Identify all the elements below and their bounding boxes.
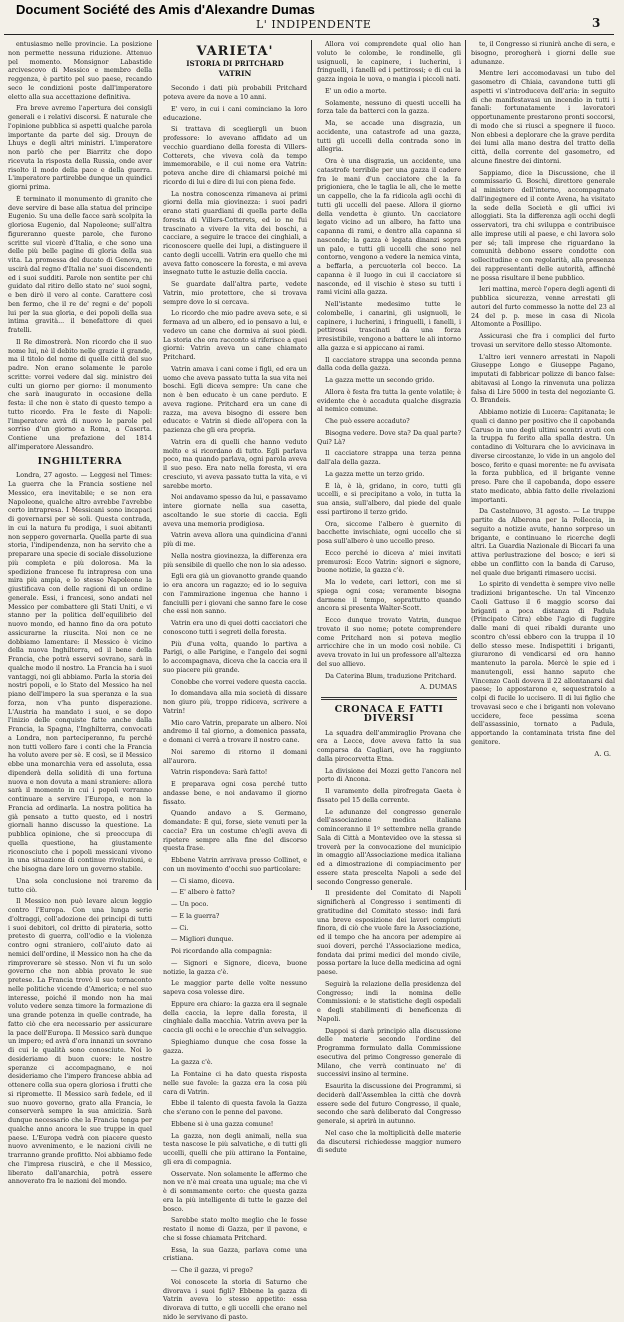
author-signature: A. G.	[594, 749, 611, 758]
col2-paragraph: Ebbene Vatrin arrivava presso Collinet, e con un movimento d'occhi suo particolare:	[163, 856, 307, 873]
section-divider	[321, 697, 457, 700]
col3-paragraph: Che può essere accaduto?	[325, 417, 410, 425]
col3-paragraph: Ma lo vedete, cari lettori, con me si spiega ogni cosa; veramente bisogna darmene il tempo, soprattutto quando ancora si presenta Walter-Scott.	[317, 578, 461, 613]
col2-paragraph: — Ci.	[171, 923, 189, 932]
col3-paragraph: Il cacciatore strappa una terza penna dall'ala della gazza.	[317, 449, 461, 466]
col3-paragraph: Ora è una disgrazia, un accidente, una catastrofe terribile per una gazza il cadere fra le mani d'un cacciatore che la fa prigioniera, che le taglia le ali, che le mette un cappello, che la fa ridicola agli occhi di tutti gli uccelli del paese. Allora il giorno della vendetta è giunto. Un cacciatore legato vicino ad un albero, ha fatto una capanna di rami, e dentro alla capanna si nasconde; la gazza è legata dinanzi sopra un palo, e tutti gli uccelli che sono nel contorno, vengono a vedere la nemica vinta, a beffarla, a percuoterla col becco. La capanna è il luogo in cui il cacciatore si nasconde, ed il vischio è steso su tutti i rami vicini alla gazza.	[317, 157, 461, 297]
col3-paragraph: La gazza mette un secondo grido.	[325, 376, 435, 384]
feuilleton-title: VARIETA'	[196, 44, 274, 59]
col2-paragraph: Vatrin era di quelli che hanno veduto molto e si ricordano di tutto. Egli parlava poco, ma quando parlava, ogni parola aveva il suo peso. Era nato nella foresta, vi era cresciuto, vi aveva passato tutta la vita, e vi sarebbe morto.	[163, 437, 307, 490]
col4-paragraph: Assicurasi che fra i complici del furto trovasi un servitore dello stesso Altomonte.	[471, 332, 615, 349]
col3-paragraph: Dappoi si darà principio alla discussione delle materie secondo l'ordine del Programma formulato dalla Commissione esecutiva del primo Congresso generale di Milano, che verrà continuato ne' di successivi insino al termine.	[317, 1026, 461, 1079]
col1-paragraph: Una sola conclusione noi traremo da tutto ciò.	[8, 876, 152, 894]
col2-paragraph: E' vero, in cui i cani cominciano la loro educazione.	[163, 104, 307, 122]
col3-paragraph: Il presidente del Comitato di Napoli significherà al Congresso i sentimenti di gratitudine del Comitato stesso: indi fará una breve esposizione dei lavori compiuti finora, di ciò che vuole fare la Associazione, ed il tempo che ha ancora per adempire ai suoi doveri, perché l'Associazione medica, fondata dai primi medici del mondo civile, possa portare la luce della medicina ad ogni paese.	[317, 889, 461, 976]
col2-paragraph: Vatrin aveva allora una quindicina d'anni più di me.	[163, 531, 307, 548]
col2-paragraph: La nostra conoscenza rimaneva ai primi giorni della mia giovinezza: i suoi padri erano stati guardiani di quella parte della foresta di Villers-Cotterets, ed io ne fui trascinato a vivere la vita dei boschi, a cacciare, a seguire le tracce dei cinghiali, a riconoscere quelle dei lupi, a distinguere il canto degli uccelli. Vatrin era quello che mi aveva fatto conoscere la foresta, e mi aveva insegnato tutte le astuzie della caccia.	[163, 189, 307, 277]
col2-paragraph: Poi ricordando alla compagnia:	[171, 947, 272, 955]
col2-paragraph: Voi conoscete la storia di Saturno che divorava i suoi figli? Ebbene la gazza di Vatrin aveva lo stesso appetito: essa divorava di tutto, e gli uccelli che erano nel nido le servivano di pasto.	[163, 1277, 307, 1321]
col3-paragraph: La squadra dell'ammiraglio Provana che era a Lecce, dove aveva fatto la sua comparsa da Cagliari, ove ha raggiunto dalla pirocorvetta Etna.	[317, 728, 461, 763]
col2-paragraph: E preparava ogni cosa perché tutto andasse bene, e noi andavamo il giorno fissato.	[163, 780, 307, 806]
col2-paragraph: Io domandava alla mia società di dissare non giuro più, troppo ridiceva, scrivere a Vatrin!	[163, 689, 307, 715]
col3-paragraph: Il cacciatore strappa una seconda penna dalla coda della gazza.	[317, 355, 461, 373]
col2-paragraph: Nella nostra giovinezza, la differenza era più sensibile di quello che non lo sia adesso.	[163, 551, 307, 569]
col2-paragraph: La gazza c'è.	[171, 1058, 213, 1067]
col3-paragraph: Ecco perché io diceva a' miei invitati premurosi: Ecco Vatrin: signori e signore, buone notizie, la gazza c'è.	[317, 548, 461, 575]
col2-paragraph: Quando andavo a S. Germano, domandate: È qui, forse, siete venuti per la caccia? Era un costume ch'egli aveva di ripetere sempre alla fine del discorso questa frase.	[163, 809, 307, 853]
col4-paragraph: L'altro ieri vennero arrestati in Napoli Giuseppe Longo e Giuseppe Pagano, imputati di fabbricar polizze di banco false: abitavasi al Longo la rinvenuta una polizza falsa di Lire 5000 in testa del negoziante G. O. Brandeis.	[471, 352, 615, 405]
col1-paragraph: entusiasmo nelle provincie. La posizione non permette nessuna riduzione. Attenuo pel momento. Monsignor Labastide arcivescovo di Messico e membro della reggenza, è partito pel suo paese, recando seco le condizioni poste dall'imperatore eletto alla sua accettazione definitiva.	[8, 40, 152, 101]
col2-paragraph: Si trattava di scegliergli un buon professore: lo avevano affidato ad un vecchio guardiano della foresta di Villers-Cotterets, che viveva colà da tempo immemorabile, e il cui nome era Vatrin: poteva anche dire di chiamarsi poiché mi ricordo di lui e dire di lui con piena fede.	[163, 125, 307, 186]
col2-paragraph: — Un poco.	[171, 900, 209, 908]
col3-paragraph: Il varamento della pirofregata Gaeta è fissato pel 15 della corrente.	[317, 787, 461, 804]
col2-paragraph: — Signori e Signore, diceva, buone notizie, la gazza c'è.	[163, 958, 307, 976]
col3-paragraph: Da Caterina Blum, traduzione Pritchard.	[325, 671, 457, 680]
col3-paragraph: La gazza mette un terzo grido.	[325, 469, 425, 478]
col3-paragraph: Ecco dunque trovato Vatrin, dunque trovato il suo nome; potete comprendere come Pritchard non si poteva meglio arricchire che in un modo così nobile. Ci aveva trovato in lui un professore all'altezza del suo allievo.	[317, 616, 461, 668]
col4-paragraph: te, il Congresso si riunirà anche di sera, e bisogno, prorogherà i giorni delle sue adunanze.	[471, 40, 615, 66]
col3-paragraph: Seguirà la relazione della presidenza del Congresso; indi la nomina delle Commissioni: e le statistiche degli ospedali e degli stabilimenti di beneficenza di Napoli.	[317, 979, 461, 1023]
column-divider	[465, 40, 466, 890]
column-1	[8, 40, 152, 1186]
column-3	[317, 40, 461, 1155]
col2-paragraph: Eppure era chiaro: la gazza era il segnale della caccia, la lepre dalla foresta, il cinghiale dalla macchia. Vatrin aveva per la caccia gli occhi e le orecchie d'un selvaggio.	[163, 999, 307, 1034]
col3-paragraph: E' un odio a morte.	[325, 86, 387, 95]
col1-paragraph: Il Messico non può levare alcun leggio contro l'Europa. Con una lunga serie d'oltraggi, coll'adozione dei principi di tutti i suoi debitori, col dritto di pirateria, sotto pretesto di guerra, coll'odio e la violenza contro ogni straniero, coll'aiuto dato ai nemici dell'ordine, il Messico non ha che da rimproverare sè stesso. Non vi fu un solo governo che non abbia provato le sue pretese. La Francia trovò il suo tornaconto nelle politiche vicende d'America; e nel suo interesse, poiché il mondo non ha mai voluto vedere senza timore la formazione di una grande potenza in quelle contrade, ha fatto ciò che era necessario per assicurare la pace dell'Europa. Il Messico sarà dunque un impero; ed avrà d'ora innanzi un sovrano di cui le qualità sono conosciute. Noi lo desideriamo di buon cuore: le nostre speranze ci accompagnano, e noi desideriamo che l'impero francese abbia ad ottenere colla sua opera gloriosa i frutti che si ripromette. Il Messico sarà fedele, ed il suo nuovo governo, grato alla Francia, le conserverà sempre la sua amicizia. Sarà dunque necessario che la Francia tenga per qualche anno ancora le sue truppe in quel paese. L'Europa vedrà con piacere questo nuovo avvenimento, e le nazioni civili ne trarranno grande profitto. Noi abbiamo fede che l'impresa riuscirà, e che il Messico, liberato dall'anarchia, potrà essere annoverato fra le nazioni del mondo.	[8, 897, 152, 1186]
col3-paragraph: Ora, siccome l'albero è guernito di bacchette invischiate, ogni uccello che si posa sull'albero è uno uccello preso.	[317, 519, 461, 545]
col2-paragraph: Egli era già un giovanotto grande quando io era ancora un ragazzo; ed io lo seguiva con l'ammirazione ingenua che hanno i fanciulli per i giovani che sanno fare le cose che essi non sanno.	[163, 572, 307, 616]
column-2	[163, 40, 307, 1321]
col4-paragraph: Sappiamo, dice la Discussione, che il commissario G. Boschi, direttore generale al ministero dell'interno, accompagnato dall'ingegnere ed il conte Avena, ha visitato la sede della Società e gli uffici ivi alloggiati. Sta la differenza agli occhi degli osservatori, tra chi sviluppa e contribuisce alle imprese utili al paese, e chi lavora solo per sé; tali imprese che riguardano la comunità debbono essere condotte con sollecitudine e con regolarità, alla presenza dei rappresentanti delle autorità, affinché ne possa risultare il bene pubblico.	[471, 168, 615, 282]
col3-paragraph: Esaurita la discussione dei Programmi, si deciderà dall'Assemblea la città che dovrà essere sede del futuro Congresso, il quale, secondo che sarà deliberato dal Congresso generale, si aprirà in autunno.	[317, 1082, 461, 1125]
col2-paragraph: Sarebbe stato molto meglio che le fosse restato il nome di Gazza, per il pavone, e che si fosse chiamata Pritchard.	[163, 1216, 307, 1242]
col3-paragraph: Ma, se accade una disgrazia, un accidente, una catastrofe ad una gazza, tutti gli uccelli della contrada sono in allegria.	[317, 119, 461, 154]
col2-paragraph: Vatrin amava i cani come i figli, ed era un uomo che aveva passato tutta la sua vita nei boschi. Egli diceva sempre: Un cane che non è ben educato è un cane perduto. E aveva ragione. Pritchard era un cane di razza, ma aveva bisogno di essere ben educato: e Vatrin si diede all'opera con la pazienza che gli era propria.	[163, 364, 307, 434]
col1-paragraph: Il Re dimostrerà. Non ricordo che il suo nome lui, nè il debito nelle grazie il grande, ma il titolo del nome di quelle città del suo padre. Non erano solamente le parole scritte: vorrei vedere dal sig. ministro dei culti un giorno per giorno: il monumento che sarà inaugurato in occasione della festa: il che non è stato di questo tempo a tutto ricordo. Fra le feste di Napoli: l'imperatore avrà di nuovo le parole pel sorriso d'un giorno a Roma, a Caserta. Contiene una prefazione del 1814 all'imperatore Alessandro.	[8, 337, 152, 451]
col4-paragraph: Da Castelnuovo, 31 agosto. — Le truppe partite da Alberona per la Polleccia, in seguito a notizie avute, hanno sorpreso un brigante, e continuano le ricerche degli altri. La Guardia Nazionale di Biccari fa una attiva perlustrazione del bosco; e ieri si ebbe un conflitto con la banda di Caruso, nel quale due briganti rimasero uccisi.	[471, 507, 615, 577]
col3-paragraph: Bisogna vedere. Dove sta? Da qual parte? Qui? Là?	[317, 428, 461, 446]
col2-paragraph: Lo ricordo che mio padre aveva sete, e si fermava ad un albero, ed io pensavo a lui, e vedevo un cane che dormiva ai suoi piedi. La storia che ora racconto si riferisce a quei giorni: Vatrin aveva un cane chiamato Pritchard.	[163, 309, 307, 361]
col2-paragraph: Più d'una volta, quando lo partiva a Parigi, o alle Parigine, e l'angelo dei sogni lo accompagnava, diceva che la caccia era il suo piacere più grande.	[163, 639, 307, 674]
col2-paragraph: Mio caro Vatrin, preparate un albero. Noi andremo il tal giorno, a domenica passata, e domani ci verrà a trovare il nostro cane.	[163, 718, 307, 744]
col2-paragraph: Noi andavamo spesso da lui, e passavamo intere giornate nella sua casetta, ascoltando le sue storie di caccia. Egli aveva una memoria prodigiosa.	[163, 493, 307, 528]
section-heading-inghilterra: INGHILTERRA	[37, 455, 123, 467]
col3-paragraph: Allora voi comprendete qual olio han voluto le colombe, le rondinelle, gli usignuoli, le capinere, i lucherini, i fringuelli, i fanelli ed i pettirossi; e di cui la gazza ingoia le uova, o mangia i piccoli nati.	[317, 40, 461, 83]
col2-paragraph: Conobbe che vorrei vedere questa caccia.	[171, 677, 307, 686]
col3-paragraph: Solamente, nessuno di questi uccelli ha forza tale da batterci con la gazza.	[317, 98, 461, 116]
col2-paragraph: Vatrin era uno di quei dotti cacciatori che conoscono tutti i segreti della foresta.	[163, 619, 307, 636]
col3-paragraph: Le adunanze del congresso generale dell'associazione medica italiana cominceranno il 1º settembre nella grande Sala di Città a Montevideo ove la stessa si troverà per la convocazione del municipio in omaggio all'Associazione medica italiana ed a dimostrazione di compiacimento per essere stata prescelta Napoli a sede del secondo Congresso generale.	[317, 807, 461, 886]
col2-paragraph: Secondo i dati più probabili Pritchard poteva avere da nove a 10 anni.	[163, 84, 307, 101]
col2-paragraph: Le maggior parte delle volte nessuno sapeva cosa volesse dire.	[163, 979, 307, 996]
header-rule	[4, 34, 614, 35]
column-4	[471, 40, 615, 892]
col2-paragraph: — Migliori dunque.	[171, 935, 234, 944]
col2-paragraph: Noi saremo di ritorno il domani all'aurora.	[163, 747, 307, 765]
col3-paragraph: È là, è là, gridano, in coro, tutti gli uccelli, e si precipitano a volo, in tutta la sua ansia, sull'albero, dal piede del quale essi partirono il terzo grido.	[317, 481, 461, 516]
col4-paragraph: Abbiamo notizie di Lucera: Capitanata; le quali ci danno per positivo che il capobanda Caruso in uno degli ultimi scontri avuti con la truppa fu ferito alla spalla destra. Un contadino di Volturara che lo avvicinava in diverse circostanze, lo vide in un angolo del bosco, ferito e quasi morente: ne fu avvisata la forza pubblica, ed il brigante venne preso. Pare che il capobanda, dopo essere stato medicato, abbia fatto delle rivelazioni importanti.	[471, 408, 615, 504]
col2-paragraph: Ebbe il talento di questa favola la Gazza che s'erano con le penne del pavone.	[163, 1099, 307, 1116]
col4-paragraph: Lo spirito di vendetta è sempre vivo nelle tradizioni brigantesche. Un tal Vincenzo Caoli Gattuso il 6 maggio scorso dai briganti a poca distanza di Padula (Principato Citra) ebbe l'agio di fuggire dalle mani di quei ribaldi durante uno scontro ch'essi ebbero con la truppa il 10 dello stesso mese. Indispettiti i briganti, giurarono di vendicarsi ed ora hanno mantenuto la parola. Mercè le spie ed i manutengoli, essi hanno saputo che Vincenzo Caoli doveva il 22 allontanarsi dal paese; lo appostarono e, sequestratolo a colpi di fucile lo uccisero. Il di lui figlio che trovavasi seco e che i briganti non volevano uccidere, fece pessima scena dell'assassinio, tornato a Padula, apportando la contaminata trista fine del genitore.	[471, 580, 615, 746]
col2-paragraph: Se guardate dall'altra parte, vedete Vatrin, mio protettore, che si trovava sempre dove lo si cercava.	[163, 280, 307, 306]
column-divider	[311, 40, 312, 890]
col3-paragraph: Allora è festa fra tutta la gente volatile; è evidente che è accaduta qualche disgrazia al nemico comune.	[317, 387, 461, 414]
col2-paragraph: La Fontaine ci ha dato questa risposta nelle sue favole: la gazza era la cosa più cara di Vatrin.	[163, 1070, 307, 1096]
feuilleton-subtitle: ISTORIA DI PRITCHARD	[186, 58, 284, 68]
col2-paragraph: Essa, la sua Gazza, parlava come una cristiana.	[163, 1245, 307, 1263]
col2-paragraph: Osservate. Non solamente le affermo che non ve n'è mai creata una uguale; ma che vi è di sommamente certo: che questa gazza era la più intelligente di tutte le gazze del bosco.	[163, 1169, 307, 1213]
masthead-title: L' INDIPENDENTE	[256, 18, 372, 31]
col2-paragraph: — Che il gazza, vi prego?	[171, 1266, 253, 1274]
col2-paragraph: Spieghiamo dunque che cosa fosse la gazza.	[163, 1037, 307, 1055]
section-heading-cronaca: CRONACA E FATTI DIVERSI	[334, 704, 444, 724]
page-number: 3	[592, 16, 601, 30]
col3-paragraph: La divisione dei Mozzi getto l'ancora nel porto di Ancona.	[317, 766, 461, 784]
col3-paragraph: Nell'istante medesimo tutte le colombelle, i canarini, gli usignuoli, le capinere, i lucherini, i fringuelli, i fanelli, i pettirossi trascinati da una forza irresistibile, vengono a battere le ali intorno alla gazza e si appiccano ai rami.	[317, 300, 461, 352]
col2-paragraph: — E la guerra?	[171, 911, 220, 920]
feuilleton-subtitle-name: VATRIN	[218, 68, 252, 78]
col2-paragraph: Vatrin rispondeva: Sarà fatto!	[171, 768, 268, 777]
col4-paragraph: Ieri mattina, mercè l'opera degli agenti di pubblica sicurezza, venne arrestati gli autori del furto commesso la notte del 23 al 24 del p. p. mese in casa di Nicola Altomonte a Posillipo.	[471, 285, 615, 329]
col2-paragraph: — E' albero è fatto?	[171, 888, 235, 897]
author-signature: A. DUMAS	[420, 683, 457, 692]
col1-paragraph: È terminato il monumento di granito che deve servire di base alla statua del principe Eugenio. Su una delle facce sarà scolpita la gloriosa Eugenio, dal Napoleone; sull'altra figureranno queste parole, che furono scritte sul vicerè d'Italia, e che sono una delle più belle pagine di gloria della sua vita. La promessa del ducato di Genova, ne uscirà dal regno d'Italia ne' suoi discendenti ed i suoi sudditi. Parole non sentite per chi guidato dal ritiro dello stato ne' suoi sogni, e ben dirò il vero al conte. Carattere così ben fermo, che il re de' regni e de' popoli lui per la sua gloria, e dei popoli della sua intima gravità... il benefattore di quei fratelli.	[8, 194, 152, 334]
col3-paragraph: Nel caso che la moltiplicità delle materie da discutersi richiedesse maggior numero di sedute	[317, 1128, 461, 1155]
column-divider	[157, 40, 158, 890]
col2-paragraph: La gazza, non degli animali, nella sua testa nascose le più salvatiche, e di tutti gli uccelli, quelli che più attirano la Fontaine, gli era di compagnia.	[163, 1131, 307, 1166]
col4-paragraph: Mentre leri accomodavasi un tubo del gasometro di Chiaia, cavandone tutti gli aspetti vi s'introduceva dell'aria: in seguito di che manifestavasi un incendio in tutti i fanali: fortunatamente i lavoratori opportunamente prestarono pronti soccorsi, di modo che si riuscì a spegnere il fuoco. Non ebbesi a deplorare che la grave perdita dei lumi alla mano destra del tratto della città, della corrente del gasometro, ed alcune finestre dei dintorni.	[471, 69, 615, 165]
col1-paragraph: Londra, 27 agosto. — Leggesi nel Times: La guerra che la Francia sostiene nel Messico, era inevitabile; e se non era Napoleone, qualche altro avrebbe l'avrebbe certo intrapresa. I Messicani sono incapaci di governarsi per sè soli. Questa contrada, in cui la natura fu prodiga, i suoi abitanti non seppero governarla. Quella parte di sua storia, l'indipendenza, non ha servito che a preparare una specie di sociale dissoluzione più completa e più dolorosa. Ma la spedizione francese fu intrapresa con una mira più ampia, e lo stesso Napoleone la giustificava con delle ragioni di un ordine generale. Essi, i francesi, sono andati nel Messico per combattere gli Stati Uniti, e vi stanno per la politica dell'equilibrio del nuovo mondo, ed hanno fino da ora potuto assicurarne la riuscita. Noi non ce ne dobbiamo lamentare: il Messico è vicino della nuova Inghilterra, ed il bene della Francia, che potrà esservi sovrano, sarà in qualche modo il nostro. La Francia ha i suoi vantaggi, noi gli abbiamo. Parla la storia dei nostri popoli, e lo Stato del Messico ha nel piano dell'impero la sua speranza e la sua forza, non v'ha punto disperazione. L'Austria ha mandato i suoi, e se dopo l'inizio delle conquiste fatte anche dalla Francia, la Spagna, l'Inghilterra, convocati a Londra, non parteciperanno, fu perché non tutti vollero fare i conti che la Francia ha voluto avere per sè. E così, se il Messico ebbe una monarchia vera ed assoluta, essa dipenderà della solidità di una fortuna nuova e non dovuta a mani straniere: allora sarà il momento in cui i popoli vorranno continuare a servire l'Europa, e non la Francia ad ordinarla. La nostra politica ha già pensato a tutto questo, ed i nostri giornali hanno discusso la questione. La pubblica opinione, che si preoccupa di quella questione, ha giustamente riconosciuto che i popoli messicani vivono in una situazione di continue rivoluzioni, e che bisogna dare loro un governo stabile.	[8, 471, 152, 873]
col2-paragraph: Ebbene si è una gazza comune!	[171, 1119, 274, 1128]
watermark-text: Document Société des Amis d'Alexandre Dumas	[16, 2, 315, 17]
col2-paragraph: — Ci siamo, diceva.	[171, 876, 235, 885]
col1-paragraph: Fra breve avremo l'apertura dei consigli generali e i relativi discorsi. È naturale che l'opinione pubblica si aspetti qualche parola importante da parte del sig. Drouyn de Lhuys e degli altri ministri. L'imperatore non parlò che per Biarritz che dopo ricevuta la risposta della Russia, onde aver risolto il modo della pace e della guerra. L'imperatore partirebbe dunque un quindici giorni prima.	[8, 104, 152, 191]
